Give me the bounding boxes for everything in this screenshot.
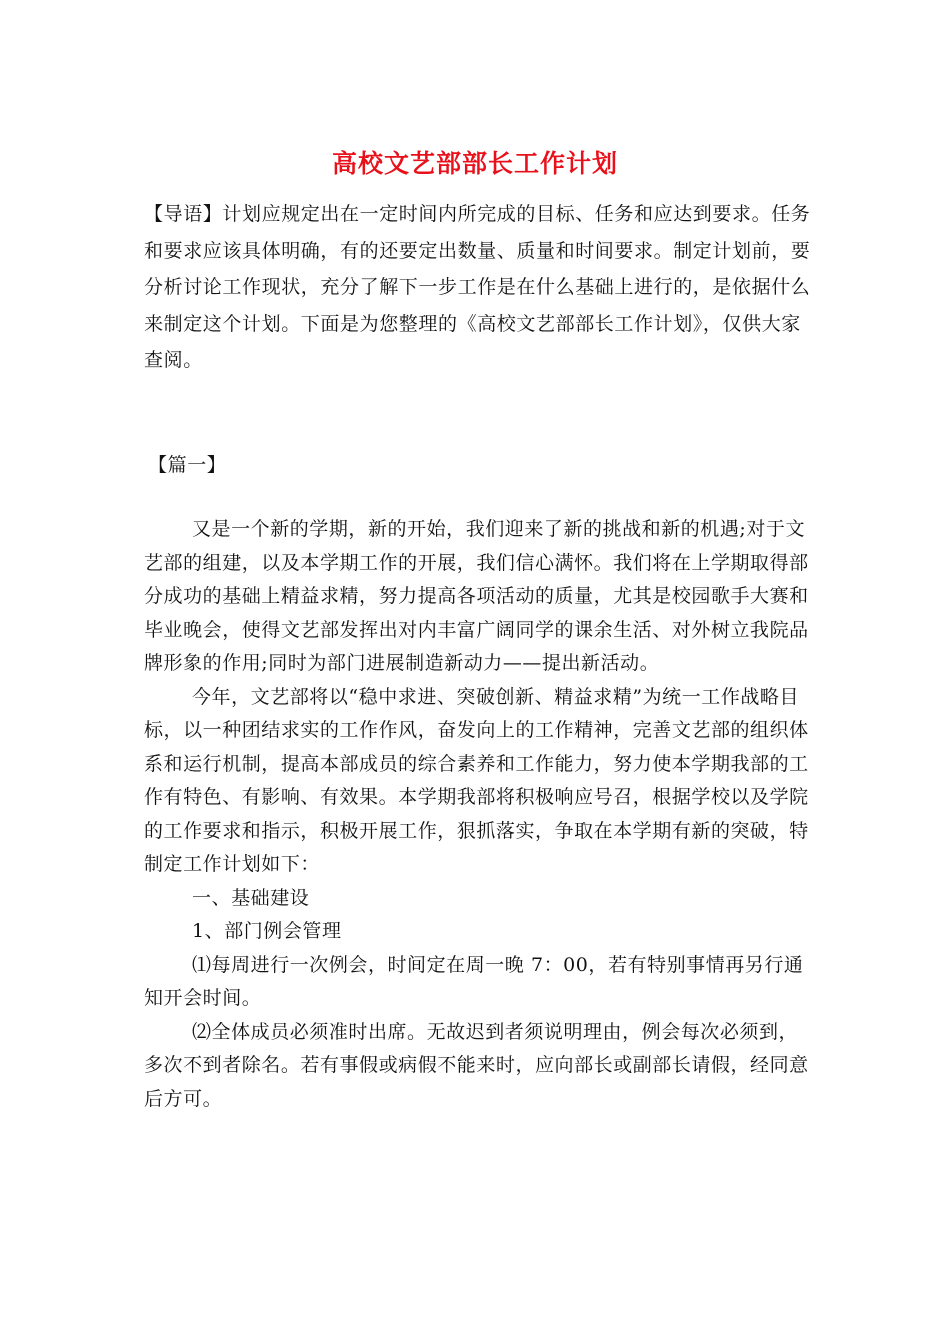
intro-line: 来制定这个计划。下面是为您整理的《高校文艺部部长工作计划》，仅供大家 xyxy=(144,312,801,335)
body-line: ⑴每周进行一次例会，时间定在周一晚 7：00，若有特别事情再另行通 xyxy=(192,953,804,976)
heading-basic-construction: 一、基础建设 xyxy=(192,886,310,909)
document-title: 高校文艺部部长工作计划 xyxy=(331,149,618,178)
section-label: 【篇一】 xyxy=(148,454,227,476)
body-line: 今年，文艺部将以“稳中求进、突破创新、精益求精”为统一工作战略目 xyxy=(192,685,800,708)
body-line: 多次不到者除名。若有事假或病假不能来时，应向部长或副部长请假，经同意 xyxy=(144,1054,809,1076)
body-line: 牌形象的作用;同时为部门进展制造新动力——提出新活动。 xyxy=(144,652,660,674)
body-line: 作有特色、有影响、有效果。本学期我部将积极响应号召，根据学校以及学院 xyxy=(144,786,809,808)
intro-paragraph xyxy=(144,196,811,379)
body-line: 又是一个新的学期，新的开始，我们迎来了新的挑战和新的机遇;对于文 xyxy=(192,518,806,540)
body-line: 系和运行机制，提高本部成员的综合素养和工作能力，努力使本学期我部的工 xyxy=(144,752,809,775)
body-line: 后方可。 xyxy=(144,1087,223,1110)
intro-line: 分析讨论工作现状，充分了解下一步工作是在什么基础上进行的，是依据什么 xyxy=(144,276,811,298)
intro-line: 【导语】计划应规定出在一定时间内所完成的目标、任务和应达到要求。任务 xyxy=(144,203,811,225)
body-line: ⑵全体成员必须准时出席。无故迟到者须说明理由，例会每次必须到， xyxy=(192,1020,799,1043)
body-line: 的工作要求和指示，积极开展工作，狠抓落实，争取在本学期有新的突破，特 xyxy=(144,819,809,842)
body-line: 分成功的基础上精益求精，努力提高各项活动的质量，尤其是校园歌手大赛和 xyxy=(144,585,809,607)
intro-line: 查阅。 xyxy=(144,349,203,371)
subheading-meeting-management: 1、部门例会管理 xyxy=(192,920,342,942)
body-line: 艺部的组建，以及本学期工作的开展，我们信心满怀。我们将在上学期取得部 xyxy=(144,551,809,574)
intro-line: 和要求应该具体明确，有的还要定出数量、质量和时间要求。制定计划前，要 xyxy=(144,239,811,262)
body-text xyxy=(144,513,814,1116)
body-line: 制定工作计划如下： xyxy=(144,853,320,875)
body-line: 标，以一种团结求实的工作作风，奋发向上的工作精神，完善文艺部的组织体 xyxy=(144,719,809,741)
body-line: 毕业晚会，使得文艺部发挥出对内丰富广阔同学的课余生活、对外树立我院品 xyxy=(144,618,809,641)
body-line: 知开会时间。 xyxy=(144,987,262,1009)
